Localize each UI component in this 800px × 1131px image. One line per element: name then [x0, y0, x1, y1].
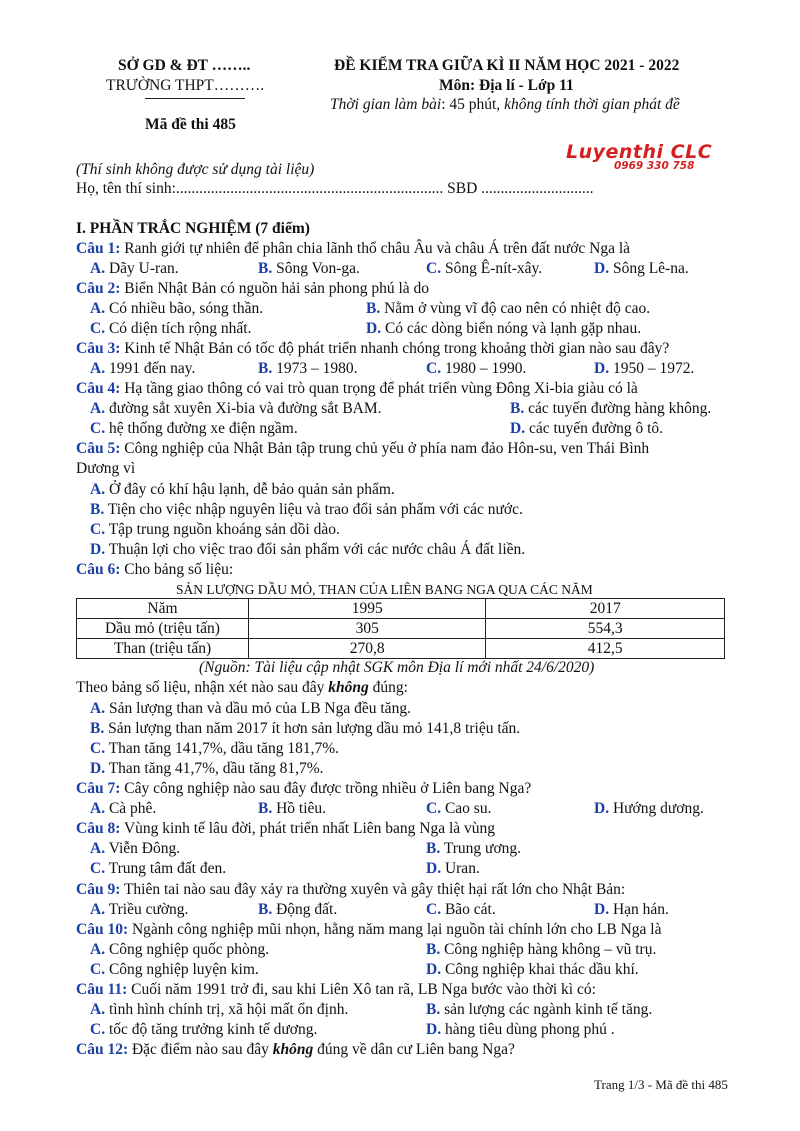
q11-option-a[interactable]: A. tình hình chính trị, xã hội mất ổn định. [90, 1001, 349, 1018]
q4-option-b[interactable]: B. các tuyến đường hàng không. [510, 400, 712, 417]
question-6: Câu 6: Cho bảng số liệu: [76, 561, 234, 578]
q1-option-d[interactable]: D. Sông Lê-na. [594, 260, 689, 277]
question-3: Câu 3: Kinh tế Nhật Bản có tốc độ phát triển nhanh chóng trong khoảng thời gian nào sau đây? [76, 340, 670, 357]
q7-option-d[interactable]: D. Hướng dương. [594, 800, 704, 817]
time-note: không tính thời gian phát đề [504, 96, 680, 113]
q10-option-a[interactable]: A. Công nghiệp quốc phòng. [90, 941, 270, 958]
header-divider [145, 98, 245, 99]
question-2: Câu 2: Biển Nhật Bản có nguồn hải sản phong phú là do [76, 280, 430, 297]
logo-name: Luyenthi CLC [566, 141, 713, 163]
no-materials-note: (Thí sinh không được sử dụng tài liệu) [76, 161, 315, 178]
q9-option-a[interactable]: A. Triều cường. [90, 901, 189, 918]
q11-option-c[interactable]: C. tốc độ tăng trưởng kinh tế dương. [90, 1021, 318, 1038]
q6-option-a[interactable]: A. Sản lượng than và dầu mỏ của LB Nga đều tăng. [90, 700, 411, 717]
page-footer: Trang 1/3 - Mã đề thi 485 [594, 1077, 728, 1092]
q5-option-a[interactable]: A. Ở đây có khí hậu lạnh, dễ bảo quản sản phẩm. [90, 481, 395, 498]
candidate-info-line: Họ, tên thí sinh:..................................................................... SBD ............................. [76, 180, 594, 197]
subject-line: Môn: Địa lí - Lớp 11 [439, 77, 574, 94]
q10-option-c[interactable]: C. Công nghiệp luyện kim. [90, 961, 259, 978]
q5-option-b[interactable]: B. Tiện cho việc nhập nguyên liệu và trao đổi sản phẩm với các nước. [90, 501, 523, 518]
question-10: Câu 10: Ngành công nghiệp mũi nhọn, hằng năm mang lại nguồn tài chính lớn cho LB Nga là [76, 921, 662, 938]
q2-option-d[interactable]: D. Có các dòng biển nóng và lạnh gặp nhau. [366, 320, 642, 337]
q2-option-a[interactable]: A. Có nhiều bão, sóng thần. [90, 300, 264, 317]
q6-option-d[interactable]: D. Than tăng 41,7%, dầu tăng 81,7%. [90, 760, 324, 777]
q11-option-d[interactable]: D. hàng tiêu dùng phong phú . [426, 1021, 615, 1038]
q8-option-a[interactable]: A. Viễn Đông. [90, 840, 181, 857]
q7-option-b[interactable]: B. Hồ tiêu. [258, 800, 327, 817]
luyenthi-logo [566, 141, 716, 177]
q5-option-c[interactable]: C. Tập trung nguồn khoáng sản dồi dào. [90, 521, 340, 538]
q2-option-c[interactable]: C. Có diện tích rộng nhất. [90, 320, 252, 337]
table-title: SẢN LƯỢNG DẦU MỎ, THAN CỦA LIÊN BANG NGA QUA CÁC NĂM [176, 582, 593, 597]
data-table [76, 598, 725, 659]
question-9: Câu 9: Thiên tai nào sau đây xảy ra thường xuyên và gây thiệt hại rất lớn cho Nhật Bản: [76, 881, 626, 898]
q5-option-d[interactable]: D. Thuận lợi cho việc trao đổi sản phẩm với các nước châu Á đất liền. [90, 541, 526, 558]
table-row [77, 619, 725, 639]
question-12: Câu 12: Đặc điểm nào sau đây không đúng về dân cư Liên bang Nga? [76, 1041, 515, 1058]
table-header-cell: Năm [77, 599, 249, 619]
table-source: (Nguồn: Tài liệu cập nhật SGK môn Địa lí mới nhất 24/6/2020) [199, 659, 595, 676]
table-cell: 305 [248, 619, 486, 639]
q4-option-a[interactable]: A. đường sắt xuyên Xi-bia và đường sắt BAM. [90, 400, 382, 417]
q8-option-b[interactable]: B. Trung ương. [426, 840, 522, 857]
q3-option-c[interactable]: C. 1980 – 1990. [426, 360, 527, 377]
question-8: Câu 8: Vùng kinh tế lâu đời, phát triển nhất Liên bang Nga là vùng [76, 820, 496, 837]
table-header-row [77, 599, 725, 619]
table-header-cell: 1995 [248, 599, 486, 619]
question-11: Câu 11: Cuối năm 1991 trở đi, sau khi Liên Xô tan rã, LB Nga bước vào thời kì có: [76, 981, 596, 998]
q8-option-d[interactable]: D. Uran. [426, 860, 480, 877]
question-5-cont: Dương vì [76, 460, 136, 477]
q9-option-d[interactable]: D. Hạn hán. [594, 901, 669, 918]
time-line [330, 96, 680, 114]
q4-option-c[interactable]: C. hệ thống đường xe điện ngầm. [90, 420, 298, 437]
q3-option-a[interactable]: A. 1991 đến nay. [90, 360, 196, 377]
school-name: TRƯỜNG THPT………. [106, 77, 265, 94]
q6-option-b[interactable]: B. Sản lượng than năm 2017 ít hơn sản lượng dầu mỏ 141,8 triệu tấn. [90, 720, 521, 737]
time-label: Thời gian làm bài [330, 96, 442, 113]
q7-option-a[interactable]: A. Cà phê. [90, 800, 157, 817]
q10-option-b[interactable]: B. Công nghiệp hàng không – vũ trụ. [426, 941, 657, 958]
table-cell: 412,5 [486, 639, 725, 659]
department-name: SỞ GD & ĐT …….. [118, 57, 251, 74]
time-value: : 45 phút, [441, 96, 505, 113]
table-cell: Than (triệu tấn) [77, 639, 249, 659]
q3-option-b[interactable]: B. 1973 – 1980. [258, 360, 358, 377]
question-7: Câu 7: Cây công nghiệp nào sau đây được trồng nhiều ở Liên bang Nga? [76, 780, 532, 797]
q8-option-c[interactable]: C. Trung tâm đất đen. [90, 860, 227, 877]
section-title: I. PHẦN TRẮC NGHIỆM (7 điểm) [76, 220, 310, 237]
table-cell: 554,3 [486, 619, 725, 639]
question-6-stem: Theo bảng số liệu, nhận xét nào sau đây không đúng: [76, 679, 408, 696]
logo-phone: 0969 330 758 [614, 160, 695, 172]
q4-option-d[interactable]: D. các tuyến đường ô tô. [510, 420, 664, 437]
q11-option-b[interactable]: B. sản lượng các ngành kinh tế tăng. [426, 1001, 653, 1018]
q1-option-b[interactable]: B. Sông Von-ga. [258, 260, 360, 277]
exam-title: ĐỀ KIỂM TRA GIỮA KÌ II NĂM HỌC 2021 - 2022 [334, 57, 680, 74]
q3-option-d[interactable]: D. 1950 – 1972. [594, 360, 695, 377]
q6-option-c[interactable]: C. Than tăng 141,7%, dầu tăng 181,7%. [90, 740, 339, 757]
q10-option-d[interactable]: D. Công nghiệp khai thác dầu khí. [426, 961, 639, 978]
q7-option-c[interactable]: C. Cao su. [426, 800, 492, 817]
q1-option-a[interactable]: A. Dãy U-ran. [90, 260, 179, 277]
q2-option-b[interactable]: B. Nằm ở vùng vĩ độ cao nên có nhiệt độ cao. [366, 300, 651, 317]
q1-option-c[interactable]: C. Sông Ê-nít-xây. [426, 260, 543, 277]
exam-code: Mã đề thi 485 [145, 116, 236, 133]
question-5: Câu 5: Công nghiệp của Nhật Bản tập trung chủ yếu ở phía nam đảo Hôn-su, ven Thái Bình [76, 440, 650, 457]
q9-option-c[interactable]: C. Bão cát. [426, 901, 496, 918]
question-1: Câu 1: Ranh giới tự nhiên để phân chia lãnh thổ châu Âu và châu Á trên đất nước Nga là [76, 240, 631, 257]
table-row [77, 639, 725, 659]
question-4: Câu 4: Hạ tầng giao thông có vai trò quan trọng để phát triển vùng Đông Xi-bia giàu có là [76, 380, 638, 397]
q9-option-b[interactable]: B. Động đất. [258, 901, 338, 918]
table-cell: 270,8 [248, 639, 486, 659]
table-header-cell: 2017 [486, 599, 725, 619]
table-cell: Dầu mỏ (triệu tấn) [77, 619, 249, 639]
